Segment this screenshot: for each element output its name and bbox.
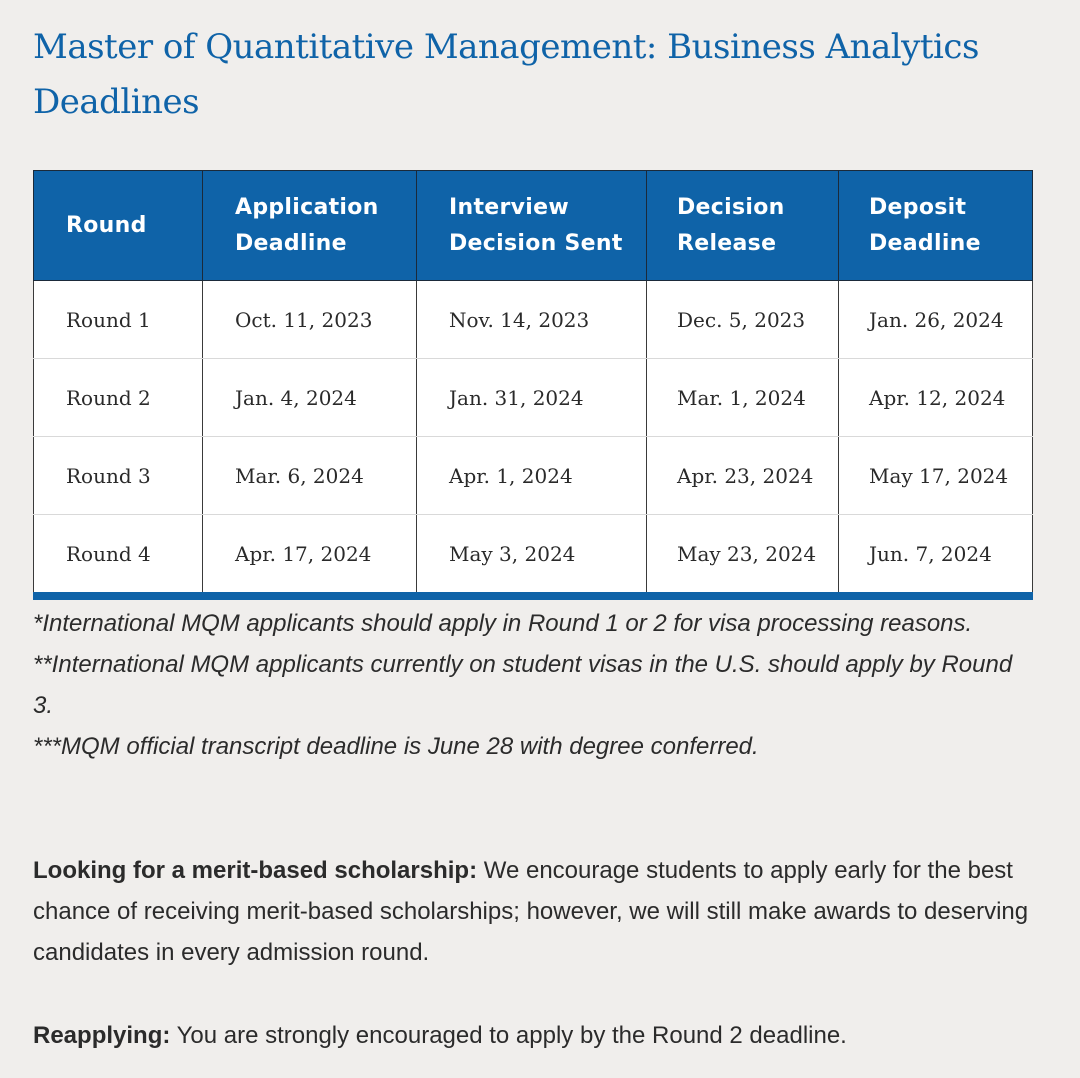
table-header-row [34, 171, 1033, 281]
reapplying-label: Reapplying: [33, 1022, 171, 1049]
cell-application-deadline: Oct. 11, 2023 [203, 281, 417, 359]
cell-deposit-deadline: May 17, 2024 [839, 437, 1033, 515]
cell-application-deadline: Jan. 4, 2024 [203, 359, 417, 437]
footnote-transcript: ***MQM official transcript deadline is June 28 with degree conferred. [33, 733, 759, 760]
table-row [34, 359, 1033, 437]
cell-decision-release: Apr. 23, 2024 [647, 437, 839, 515]
page-title: Master of Quantitative Management: Business Analytics Deadlines [33, 27, 979, 122]
header-deposit-deadline: Deposit Deadline [839, 171, 1033, 281]
table-row [34, 515, 1033, 597]
footnote-visa: *International MQM applicants should apply in Round 1 or 2 for visa processing reasons. [33, 610, 973, 637]
cell-interview-decision-sent: Nov. 14, 2023 [417, 281, 647, 359]
header-interview-decision-sent: Interview Decision Sent [417, 171, 647, 281]
cell-application-deadline: Apr. 17, 2024 [203, 515, 417, 597]
table-row [34, 281, 1033, 359]
footnote-student-visa: **International MQM applicants currently on student visas in the U.S. should apply by Round 3. [33, 651, 1013, 719]
cell-deposit-deadline: Jun. 7, 2024 [839, 515, 1033, 597]
scholarship-text: We encourage students to apply early for the best chance of receiving merit-based scholarships; however, we will still make awards to deserving candidates in every admission round. [33, 857, 1029, 966]
cell-interview-decision-sent: May 3, 2024 [417, 515, 647, 597]
deadlines-table [33, 170, 1033, 600]
table-row [34, 437, 1033, 515]
cell-decision-release: May 23, 2024 [647, 515, 839, 597]
cell-deposit-deadline: Apr. 12, 2024 [839, 359, 1033, 437]
header-decision-release: Decision Release [647, 171, 839, 281]
cell-round: Round 4 [34, 515, 203, 597]
cell-round: Round 3 [34, 437, 203, 515]
reapplying-paragraph [33, 1015, 1033, 1056]
scholarship-label: Looking for a merit-based scholarship: [33, 857, 478, 884]
cell-deposit-deadline: Jan. 26, 2024 [839, 281, 1033, 359]
cell-application-deadline: Mar. 6, 2024 [203, 437, 417, 515]
cell-round: Round 2 [34, 359, 203, 437]
reapplying-text: You are strongly encouraged to apply by the Round 2 deadline. [170, 1022, 847, 1049]
scholarship-paragraph [33, 850, 1033, 973]
cell-decision-release: Mar. 1, 2024 [647, 359, 839, 437]
footnotes [33, 603, 1033, 767]
header-round: Round [34, 171, 203, 281]
cell-round: Round 1 [34, 281, 203, 359]
cell-decision-release: Dec. 5, 2023 [647, 281, 839, 359]
cell-interview-decision-sent: Apr. 1, 2024 [417, 437, 647, 515]
cell-interview-decision-sent: Jan. 31, 2024 [417, 359, 647, 437]
header-application-deadline: Application Deadline [203, 171, 417, 281]
